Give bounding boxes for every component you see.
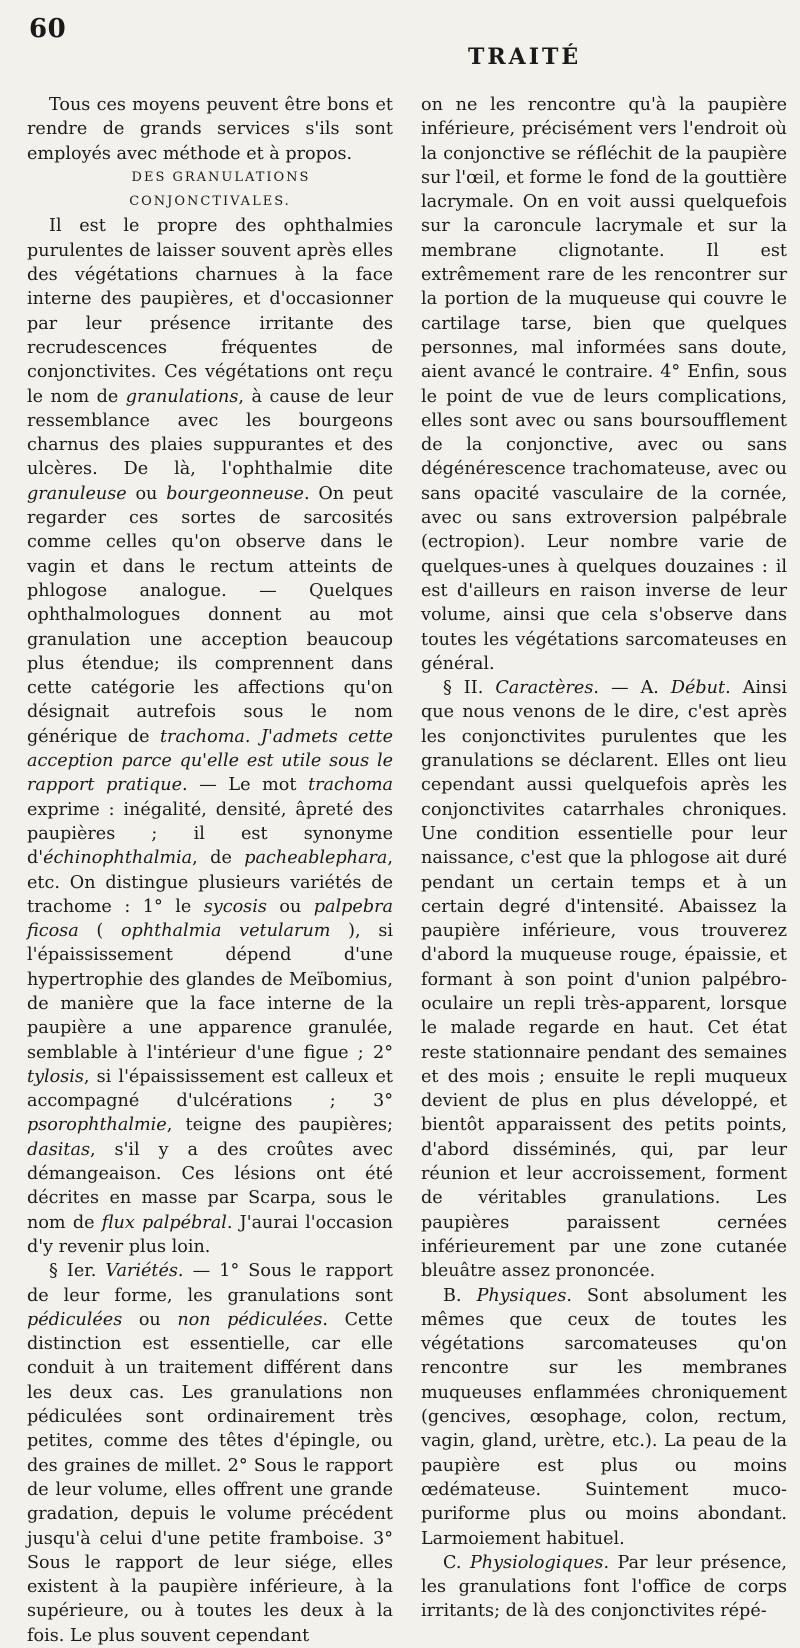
italic-text: pédiculées: [27, 1309, 123, 1330]
italic-text: tylosis: [27, 1066, 84, 1087]
section-heading: DES GRANULATIONS CONJONCTIVALES.: [129, 169, 311, 210]
text-span: , s'il y a des croûtes avec démangeaison. Ces lésions ont été décrites en masse par Scarpa, sous le nom de: [27, 1139, 393, 1233]
italic-text: trachoma. J'admets cette acception parce qu'elle est utile sous le rapport pratique: [27, 726, 393, 796]
right-column: [421, 93, 787, 1624]
italic-text: Début: [670, 678, 726, 699]
text-span: , si l'épaississement est calleux et accompagné d'ulcérations ; 3°: [27, 1066, 393, 1112]
text-span: , à cause de leur ressemblance avec les bourgeons charnus des plaies suppurantes et des ulcères. De là, l'ophthalmie dite: [27, 386, 393, 480]
italic-text: ophthalmia vetularum: [120, 921, 331, 942]
text-span: B.: [443, 1285, 477, 1306]
text-span: ou: [266, 896, 314, 917]
italic-text: sycosis: [203, 896, 267, 917]
italic-text: échinophthalmia: [43, 848, 193, 869]
page-number: 60: [29, 14, 67, 44]
text-span: C.: [443, 1552, 470, 1573]
italic-text: bourgeonneuse: [166, 483, 304, 504]
italic-text: Physiologiques: [469, 1552, 604, 1573]
text-span: . Ainsi que nous venons de le dire, c'est après les conjonctivites purulentes que les granulations se déclarent. Elles ont lieu cependant aussi quelquefois après les conjonctivites catarrhales chroniques. Une condition essentielle pour leur naissance, c'est que la phlogose ait duré pendant un certain temps et à un certain degré d'intensité. Abaissez la paupière inférieure, vous trouverez d'abord la muqueuse rouge, épaissie, et formant à son point d'union palpébro-oculaire un repli très-apparent, lorsque le malade regarde en haut. Cet état reste stationnaire pendant des semaines et des mois ; ensuite le repli muqueux devient de plus en plus développé, et bientôt apparaissent des petits points, d'abord disséminés, qui, par leur réunion et leur accroissement, forment de véritables granulations. Les paupières paraissent cernées inférieurement par une zone cutanée bleuâtre assez prononcée.: [421, 678, 787, 1282]
italic-text: psorophthalmie: [27, 1115, 167, 1136]
italic-text: granulations: [125, 386, 239, 407]
text-span: . Sont absolument les mêmes que ceux de toutes les végétations sarcomateuses qu'on rencontre sur les membranes muqueuses enflammées chroniquement (gencives, œsophage, colon, rectum, vagin, gland, urètre, etc.). La peau de la paupière est plus ou moins œdémateuse. Suintement muco-puriforme plus ou moins abondant. Larmoiement habituel.: [421, 1285, 787, 1549]
text-span: ou: [122, 1309, 178, 1330]
italic-text: pacheablephara: [244, 848, 388, 869]
text-span: . Par leur présence, les granulations font l'office de corps irritants; de là des conjonctivites répé-: [421, 1552, 787, 1622]
left-column: [27, 93, 393, 1648]
text-span: Il est le propre des ophthalmies purulentes de laisser souvent après elles des végétations charnues à la face interne des paupières, et d'occasionner par leur présence irritante des recrudescences fréquentes de conjonctivites. Ces végétations ont reçu le nom de: [27, 216, 393, 407]
paragraph: [27, 1259, 393, 1648]
paragraph: [421, 1284, 787, 1551]
paragraph: [421, 676, 787, 1283]
italic-text: flux palpébral: [101, 1212, 227, 1233]
running-head: TRAITÉ: [468, 44, 582, 70]
text-span: , de: [192, 848, 245, 869]
italic-text: trachoma: [308, 775, 393, 796]
italic-text: Caractères: [495, 678, 594, 699]
text-span: § II.: [443, 678, 496, 699]
text-span: . — Le mot: [181, 775, 309, 796]
paragraph: [421, 1551, 787, 1624]
text-span: ou: [126, 483, 167, 504]
text-span: , teigne des paupières;: [166, 1115, 393, 1136]
italic-text: granuleuse: [27, 483, 127, 504]
text-span: , etc. On distingue plusieurs variétés de trachome : 1° le: [27, 848, 393, 917]
text-span: exprime : inégalité, densité, âpreté des paupières ; il est synonyme d': [27, 799, 393, 869]
text-span: . — 1° Sous le rapport de leur forme, les granulations sont: [27, 1261, 393, 1306]
paragraph: on ne les rencontre qu'à la paupière inférieure, précisément vers l'endroit où la conjonctive se réfléchit de la paupière sur l'œil, et forme le fond de la gouttière lacrymale. On en voit aussi quelquefois sur la caroncule lacrymale et sur la membrane clignotante. Il est extrêmement rare de les rencontrer sur la portion de la muqueuse qui couvre le cartilage tarse, bien que quelques personnes, mal informées sans doute, aient avancé le contraire. 4° Enfin, sous le point de vue de leurs complications, elles sont avec ou sans boursoufflement de la conjonctive, avec ou sans dégénérescence trachomateuse, avec ou sans opacité vasculaire de la cornée, avec ou sans extroversion palpébrale (ectropion). Leur nombre varie de quelques-unes à quelques douzaines : il est d'ailleurs en raison inverse de leur volume, ainsi que cela s'observe dans toutes les végétations sarcomateuses en général.: [421, 95, 787, 674]
text-span: . Cette distinction est essentielle, car elle conduit à un traitement différent dans les deux cas. Les granulations non pédiculées sont ordinairement très petites, comme des têtes d'épingle, ou des graines de millet. 2° Sous le rapport de leur volume, elles offrent une grande gradation, depuis le volume précédent jusqu'à celui d'une petite framboise. 3° Sous le rapport de leur siége, elles existent à la paupière inférieure, à la supérieure, ou à toutes les deux à la fois. Le plus souvent cependant: [27, 1309, 394, 1646]
italic-text: Variétés: [105, 1261, 178, 1282]
italic-text: non pédiculées: [177, 1309, 323, 1330]
text-span: . — A.: [593, 678, 671, 699]
text-span: . On peut regarder ces sortes de sarcosités comme celles qu'on observe dans le vagin et dans le rectum atteints de phlogose analogue. — Quelques ophthalmologues donnent au mot granulation une acception beaucoup plus étendue; ils comprennent dans cette catégorie les affections qu'on désignait autrefois sous le nom générique de: [27, 483, 394, 747]
paragraph: Tous ces moyens peuvent être bons et rendre de grands services s'ils sont employés avec méthode et à propos.: [27, 95, 393, 164]
italic-text: palpebra ficosa: [27, 896, 393, 942]
text-span: ), si l'épaississement dépend d'une hypertrophie des glandes de Meïbomius, de manière que la face interne de la paupière a une apparence granulée, semblable à l'intérieur d'une figue ; 2°: [27, 921, 393, 1063]
text-span: § Ier.: [49, 1261, 106, 1282]
italic-text: dasitas: [27, 1139, 90, 1160]
paragraph: [27, 214, 393, 1259]
text-span: (: [78, 921, 121, 942]
italic-text: Physiques: [476, 1285, 567, 1306]
text-span: . J'aurai l'occasion d'y revenir plus loin.: [27, 1212, 393, 1257]
